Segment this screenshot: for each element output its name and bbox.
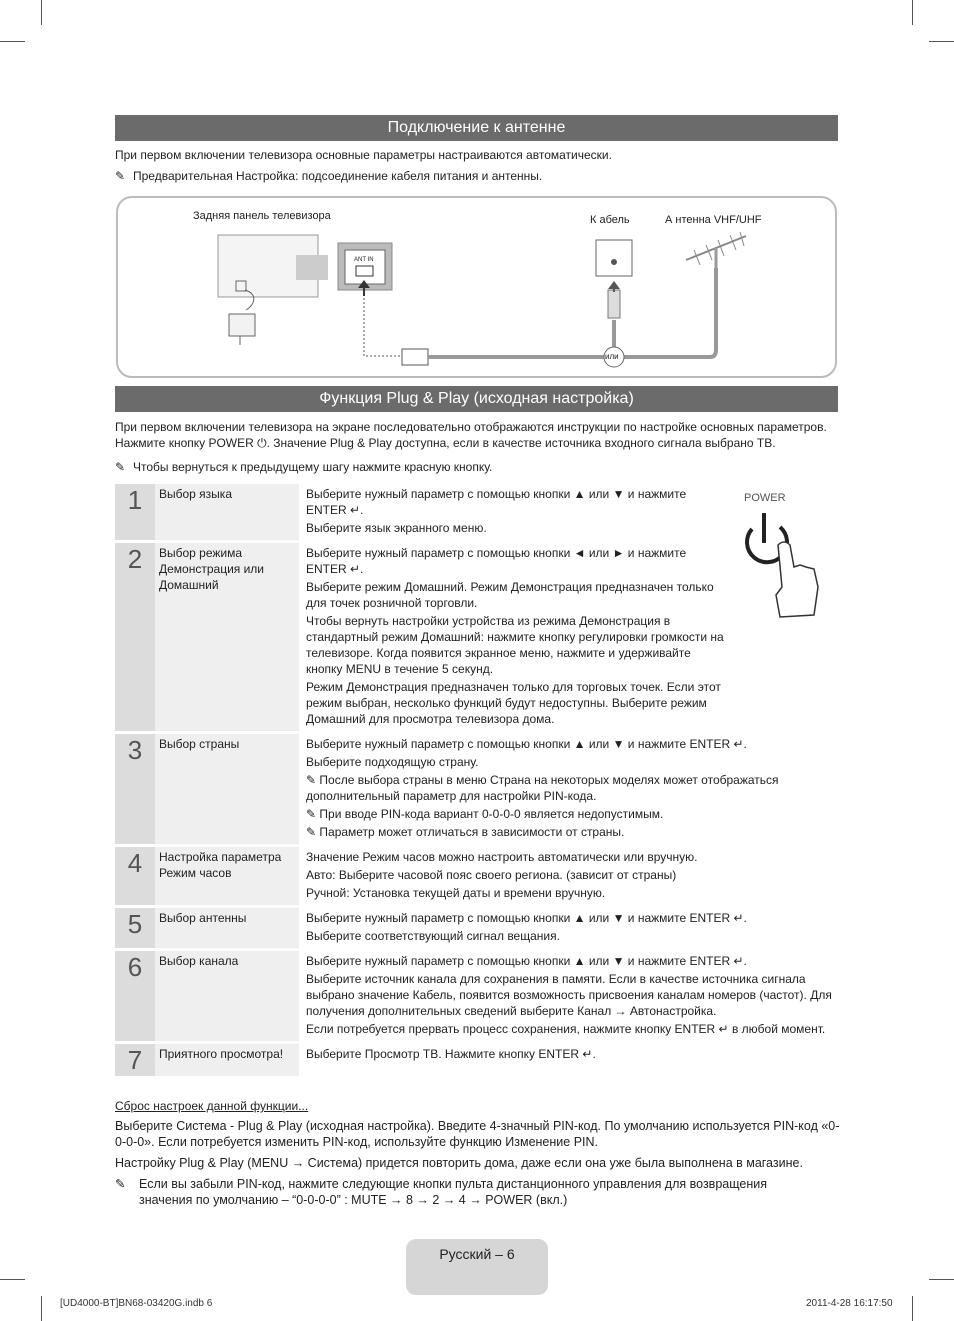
pnp-intro-1: При первом включении телевизора на экране последовательно отображаются инструкции по настройке основных параметров. xyxy=(115,420,827,434)
step-label: Выбор канала xyxy=(155,951,301,1041)
step-number: 3 xyxy=(115,734,155,844)
step-row xyxy=(115,1044,840,1079)
step-description-line: Авто: Выберите часовой пояс своего региона. (зависит от страны) xyxy=(306,868,677,882)
step-description xyxy=(301,951,840,1041)
step-description-line: ✎ При вводе PIN-кода вариант 0-0-0-0 является недопустимым. xyxy=(306,807,664,821)
step-description-line: Режим Демонстрация предназначен только для торговых точек. Если этот режим выбран, несколько функций будут недоступны. Выберите режим Домашний для просмотра телевизора дома. xyxy=(306,680,721,726)
or-label: или xyxy=(605,352,619,361)
antenna-note-text: Предварительная Настройка: подсоединение кабеля питания и антенны. xyxy=(133,169,543,183)
step-description xyxy=(301,847,840,905)
rear-panel-label: Задняя панель телевизора xyxy=(193,210,331,222)
pnp-intro-2: Нажмите кнопку POWER ⏻. Значение Plug & Play доступна, если в качестве источника входного сигнала выбрано ТВ. xyxy=(115,436,776,450)
step-description xyxy=(301,1044,840,1076)
step-number: 6 xyxy=(115,951,155,1041)
step-label: Выбор языка xyxy=(155,484,301,540)
crop-mark xyxy=(0,1279,25,1280)
connection-diagram-art xyxy=(0,0,954,400)
antenna-intro: При первом включении телевизора основные параметры настраиваются автоматически. xyxy=(115,148,612,162)
step-description-line: Выберите язык экранного меню. xyxy=(306,521,487,535)
step-row xyxy=(115,734,840,847)
step-description-line: Если потребуется прервать процесс сохранения, нажмите кнопку ENTER ↵ в любой момент. xyxy=(306,1022,826,1036)
step-number: 1 xyxy=(115,484,155,540)
step-description-line: ✎ Параметр может отличаться в зависимости от страны. xyxy=(306,825,625,839)
step-description-line: Выберите нужный параметр с помощью кнопки ▲ или ▼ и нажмите ENTER ↵. xyxy=(306,954,747,968)
step-description-line: Выберите нужный параметр с помощью кнопки ▲ или ▼ и нажмите ENTER ↵. xyxy=(306,737,747,751)
step-label: Настройка параметра Режим часов xyxy=(155,847,301,905)
step-description-line: Выберите нужный параметр с помощью кнопки ▲ или ▼ и нажмите ENTER ↵. xyxy=(306,911,747,925)
step-number: 5 xyxy=(115,908,155,948)
crop-mark xyxy=(929,1279,954,1280)
step-label: Выбор антенны xyxy=(155,908,301,948)
reset-paragraph-1: Выберите Система - Plug & Play (исходная настройка). Введите 4-значный PIN-код. По умолчанию используется PIN-код «0-0-0-0». Если потребуется изменить PIN-код, используйте функцию Изменение PIN. xyxy=(115,1119,840,1149)
pnp-note-text: Чтобы вернуться к предыдущему шагу нажмите красную кнопку. xyxy=(133,460,493,474)
pencil-note-icon: ✎ xyxy=(115,169,126,183)
step-number: 7 xyxy=(115,1044,155,1076)
pencil-note-icon: ✎ xyxy=(115,460,126,474)
reset-paragraph-2: Настройку Plug & Play (MENU → Система) придется повторить дома, даже если она уже была выполнена в магазине. xyxy=(115,1156,803,1170)
step-description-line: Ручной: Установка текущей даты и времени вручную. xyxy=(306,886,606,900)
power-label: POWER xyxy=(744,492,786,504)
pnp-note xyxy=(115,459,492,475)
crop-mark xyxy=(912,1296,913,1321)
step-label: Приятного просмотра! xyxy=(155,1044,301,1076)
pencil-note-icon: ✎ xyxy=(115,1177,126,1191)
section-title-antenna: Подключение к антенне xyxy=(115,115,838,141)
step-description xyxy=(301,734,840,844)
step-description-line: Выберите режим Домашний. Режим Демонстрация предназначен только для точек розничной торговли. xyxy=(306,580,714,610)
crop-mark xyxy=(41,1296,42,1321)
step-row xyxy=(115,847,840,908)
section-title-plug-and-play: Функция Plug & Play (исходная настройка) xyxy=(115,386,838,412)
step-description-line: Выберите соответствующий сигнал вещания. xyxy=(306,929,560,943)
ant-in-label: ANT IN xyxy=(354,257,374,263)
step-description-line: Чтобы вернуть настройки устройства из режима Демонстрация в стандартный режим Домашний: нажмите кнопку регулировки громкости на телевизоре. Когда появится экранное меню, нажмите и удерживайте кнопку MENU в течение 5 секунд. xyxy=(306,614,724,676)
step-description-line: ✎ После выбора страны в меню Страна на некоторых моделях может отображаться дополнительный параметр для настройки PIN-кода. xyxy=(306,773,779,803)
step-label: Выбор режима Демонстрация или Домашний xyxy=(155,543,301,731)
reset-note-text: Если вы забыли PIN-код, нажмите следующие кнопки пульта дистанционного управления для возвращения значения по умолчанию – “0-0-0-0” : MUTE → 8 → 2 → 4 → POWER (вкл.) xyxy=(139,1177,767,1207)
reset-note xyxy=(115,1176,815,1208)
antenna-label: А нтенна VHF/UHF xyxy=(665,214,762,226)
reset-heading: Сброс настроек данной функции... xyxy=(115,1099,309,1113)
power-hand-icon xyxy=(740,505,830,625)
page-number-tab: Русский – 6 xyxy=(406,1239,548,1295)
step-description xyxy=(301,908,840,948)
step-description-line: Значение Режим часов можно настроить автоматически или вручную. xyxy=(306,850,698,864)
cable-label: К абель xyxy=(590,214,630,226)
step-description-line: Выберите источник канала для сохранения в памяти. Если в качестве источника сигнала выбрано значение Кабель, появится возможность присвоения каналам номеров (частот). Для получения дополнительных сведений выберите Канал → Автонастройка. xyxy=(306,972,832,1018)
footer-date: 2011-4-28 16:17:50 xyxy=(806,1298,893,1309)
step-row xyxy=(115,908,840,951)
step-description-line: Выберите Просмотр ТВ. Нажмите кнопку ENTER ↵. xyxy=(306,1047,596,1061)
step-description-line: Выберите подходящую страну. xyxy=(306,755,479,769)
step-row xyxy=(115,951,840,1044)
step-number: 2 xyxy=(115,543,155,731)
steps-table xyxy=(115,484,840,1079)
step-row xyxy=(115,543,840,734)
step-description-line: Выберите нужный параметр с помощью кнопки ▲ или ▼ и нажмите ENTER ↵. xyxy=(306,487,687,517)
footer-file: [UD4000-BT]BN68-03420G.indb 6 xyxy=(60,1298,213,1309)
step-description-line: Выберите нужный параметр с помощью кнопки ◄ или ► и нажмите ENTER ↵. xyxy=(306,546,687,576)
step-label: Выбор страны xyxy=(155,734,301,844)
step-row xyxy=(115,484,840,543)
step-number: 4 xyxy=(115,847,155,905)
